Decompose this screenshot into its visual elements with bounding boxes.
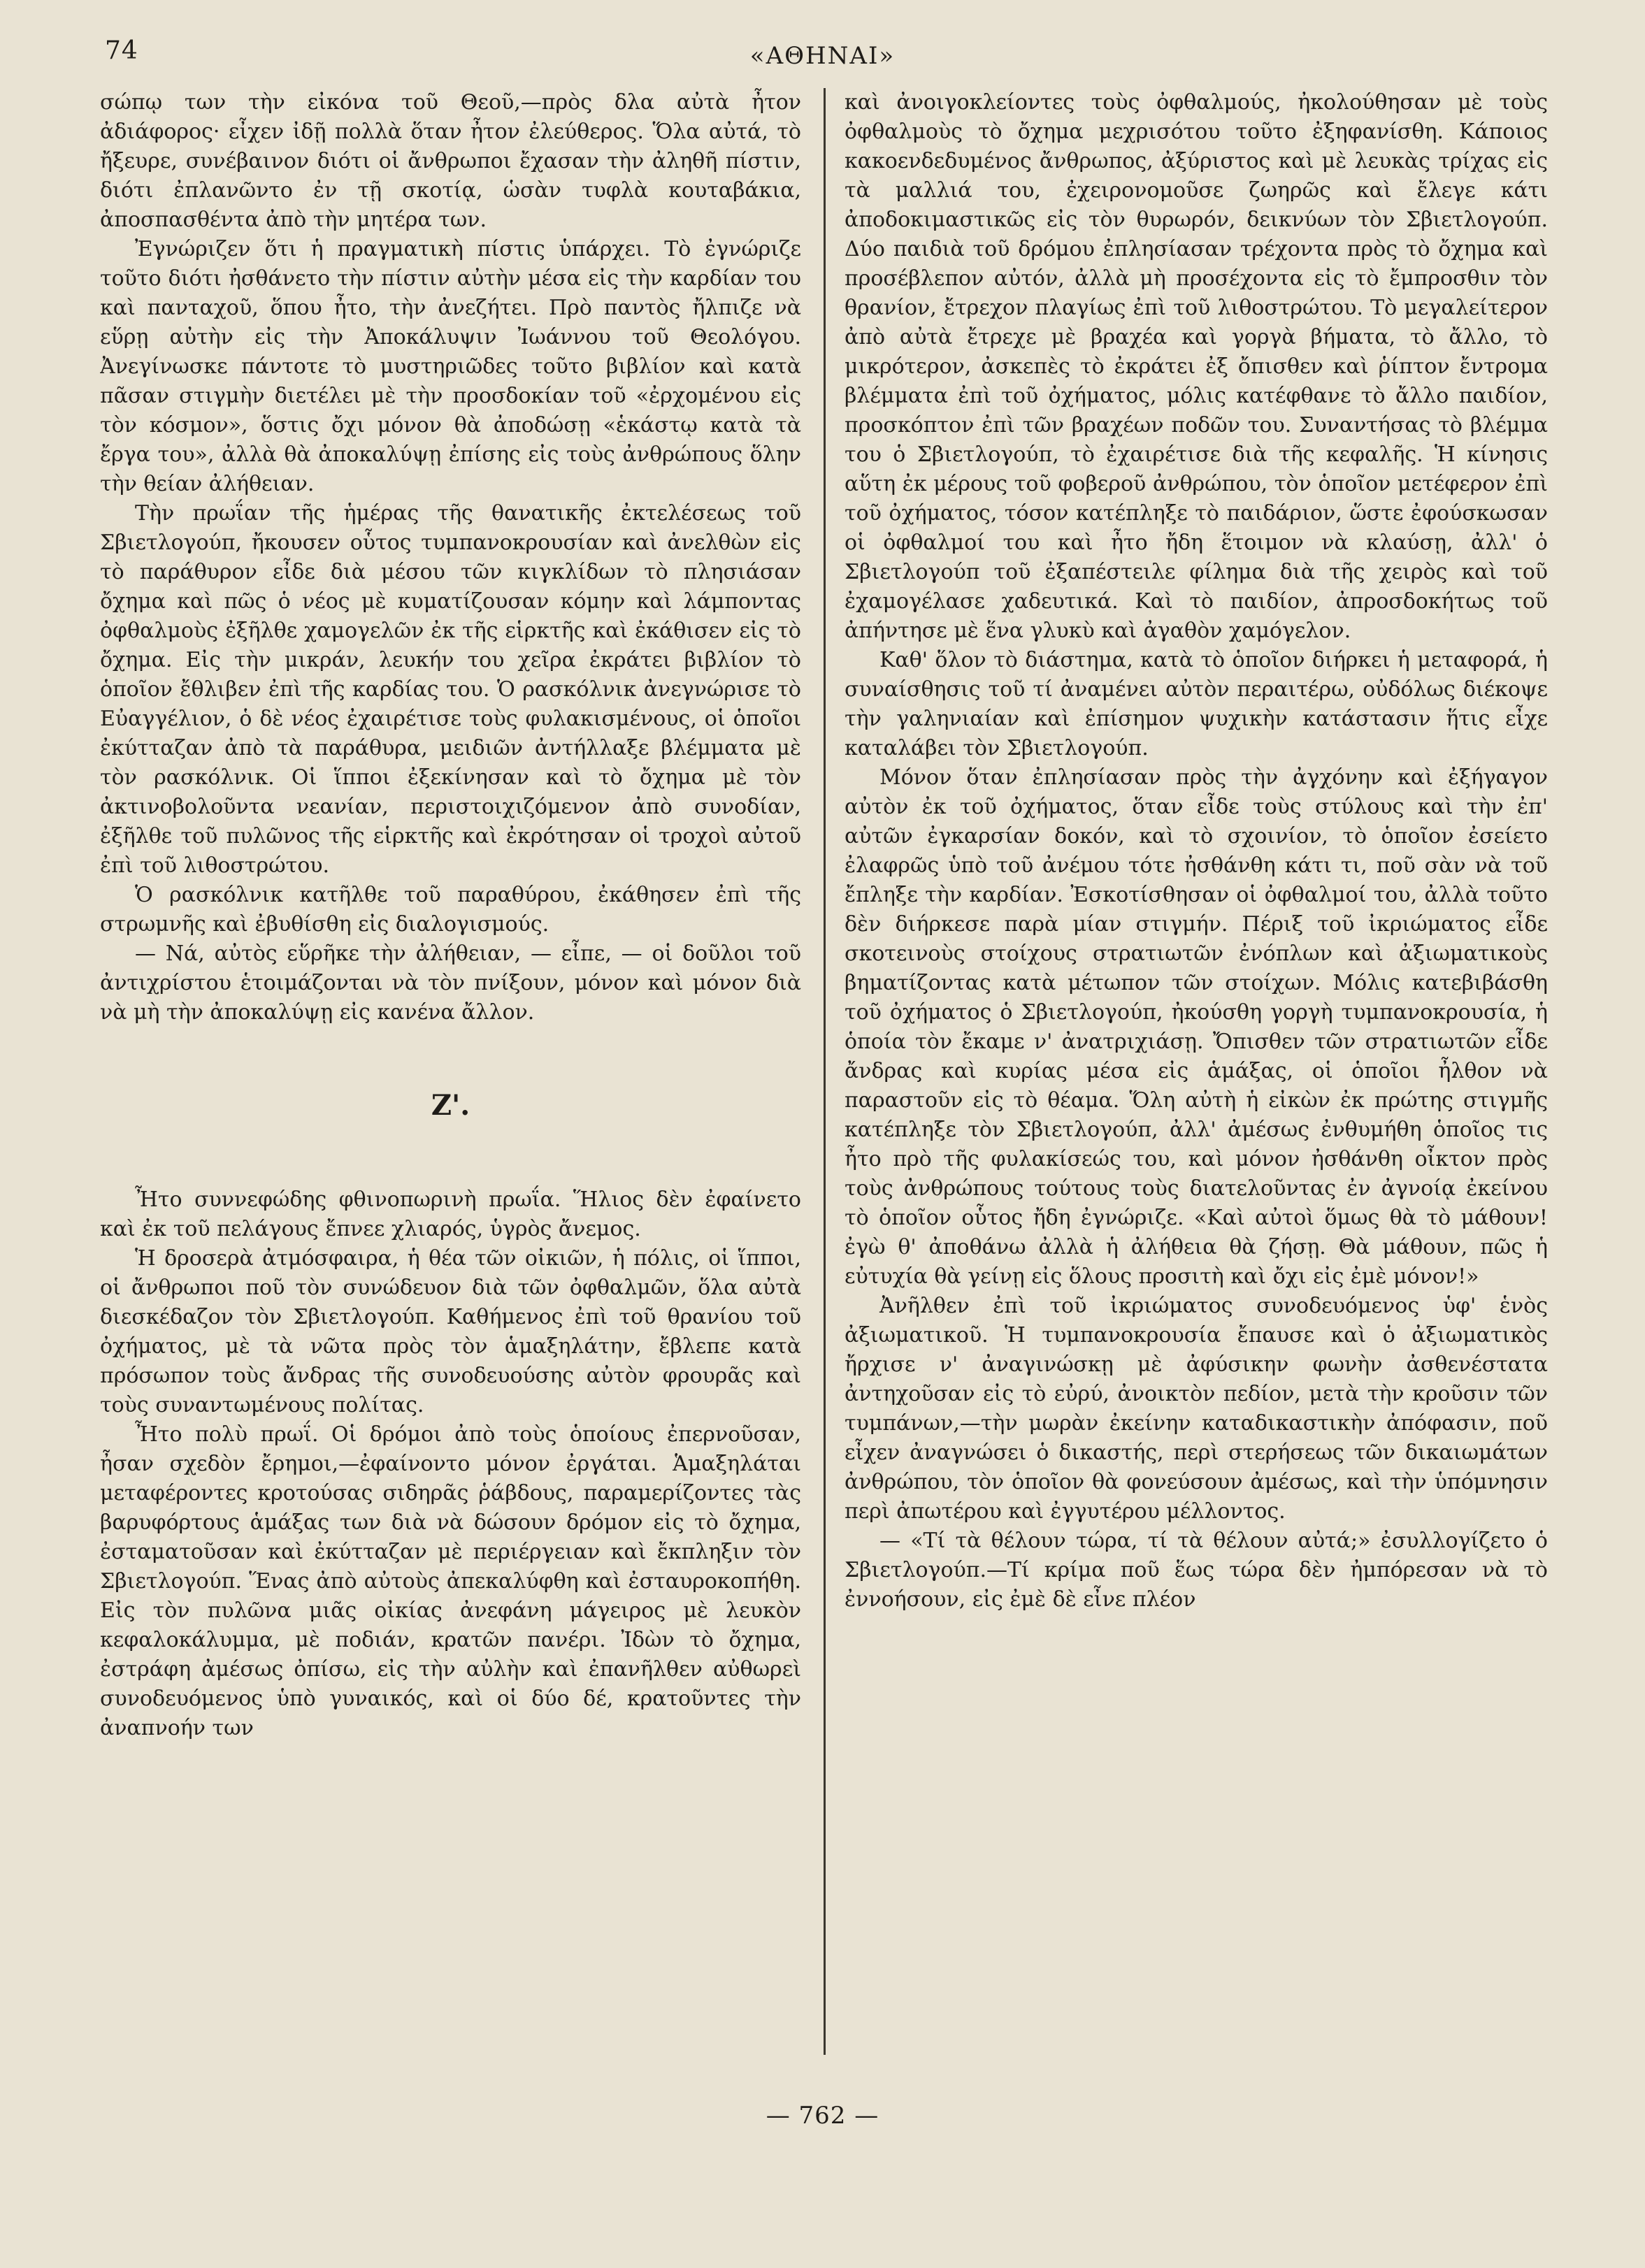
running-head-journal-title: «ΑΘΗΝΑΙ» xyxy=(749,42,896,70)
paragraph: Τὴν πρωΐαν τῆς ἡμέρας τῆς θανατικῆς ἐκτελέσεως τοῦ Σβιετλογούπ, ἤκουσεν οὗτος τυμπανοκρουσίαν καὶ ἀνελθὼν εἰς τὸ παράθυρον εἶδε διὰ μέσου τῶν κιγκλίδων τὸ πλησιάσαν ὄχημα καὶ πῶς ὁ νέος μὲ κυματίζουσαν κόμην καὶ λάμποντας ὀφθαλμοὺς ἐξῆλθε χαμογελῶν ἐκ τῆς εἱρκτῆς καὶ ἐκάθισεν εἰς τὸ ὄχημα. Εἰς τὴν μικράν, λευκήν του χεῖρα ἐκράτει βιβλίον τὸ ὁποῖον ἔθλιβεν ἐπὶ τῆς καρδίας του. Ὁ ρασκόλνικ ἀνεγνώρισε τὸ Εὐαγγέλιον, ὁ δὲ νέος ἐχαιρέτισε τοὺς φυλακισμένους, οἱ ὁποῖοι ἐκύτταζαν ἀπὸ τὰ παράθυρα, μειδιῶν ἀντήλλαξε βλέμματα μὲ τὸν ρασκόλνικ. Οἱ ἵπποι ἐξεκίνησαν καὶ τὸ ὄχημα μὲ τὸν ἀκτινοβολοῦντα νεανίαν, περιστοιχιζόμενον ἀπὸ συνοδίαν, ἐξῆλθε τοῦ πυλῶνος τῆς εἱρκτῆς καὶ ἐκρότησαν οἱ τροχοὶ αὐτοῦ ἐπὶ τοῦ λιθοστρώτου. xyxy=(100,501,801,878)
paragraph: Ὁ ρασκόλνικ κατῆλθε τοῦ παραθύρου, ἐκάθησεν ἐπὶ τῆς στρωμνῆς καὶ ἐβυθίσθη εἰς διαλογισμούς. xyxy=(100,883,801,937)
paragraph: Ἐγνώριζεν ὅτι ἡ πραγματικὴ πίστις ὑπάρχει. Τὸ ἐγνώριζε τοῦτο διότι ἠσθάνετο τὴν πίστιν αὐτὴν μέσα εἰς τὴν καρδίαν του καὶ πανταχοῦ, ὅπου ἦτο, τὴν ἀνεζήτει. Πρὸ παντὸς ἤλπιζε νὰ εὕρῃ αὐτὴν εἰς τὴν Ἀποκάλυψιν Ἰωάννου τοῦ Θεολόγου. Ἀνεγίνωσκε πάντοτε τὸ μυστηριῶδες τοῦτο βιβλίον καὶ κατὰ πᾶσαν στιγμὴν διετέλει μὲ τὴν προσδοκίαν τοῦ «ἐρχομένου εἰς τὸν κόσμον», ὅστις ὄχι μόνον θὰ ἀποδώσῃ «ἑκάστῳ κατὰ τὰ ἔργα του», ἀλλὰ θὰ ἀποκαλύψῃ ἐπίσης εἰς τοὺς ἀνθρώπους ὅλην τὴν θείαν ἀλήθειαν. xyxy=(100,237,801,496)
paragraph: Ἡ δροσερὰ ἀτμόσφαιρα, ἡ θέα τῶν οἰκιῶν, ἡ πόλις, οἱ ἵπποι, οἱ ἄνθρωποι ποῦ τὸν συνώδευον διὰ τῶν ὀφθαλμῶν, ὅλα αὐτὰ διεσκέδαζον τὸν Σβιετλογούπ. Καθήμενος ἐπὶ τοῦ θρανίου τοῦ ὀχήματος, μὲ τὰ νῶτα πρὸς τὸν ἁμαξηλάτην, ἔβλεπε κατὰ πρόσωπον τοὺς ἄνδρας τῆς συνοδευούσης αὐτὸν φρουρᾶς καὶ τοὺς συναντωμένους πολίτας. xyxy=(100,1246,801,1417)
paragraph: Ἦτο συννεφώδης φθινοπωρινὴ πρωΐα. Ἥλιος δὲν ἐφαίνετο καὶ ἐκ τοῦ πελάγους ἔπνεε χλιαρός, ὑγρὸς ἄνεμος. xyxy=(100,1187,801,1241)
page-folio: — 762 — xyxy=(766,2102,879,2130)
column-divider xyxy=(824,88,826,2055)
paragraph: Μόνον ὅταν ἐπλησίασαν πρὸς τὴν ἀγχόνην καὶ ἐξήγαγον αὐτὸν ἐκ τοῦ ὀχήματος, ὅταν εἶδε τοὺς στύλους καὶ τὴν ἐπ' αὐτῶν ἐγκαρσίαν δοκόν, καὶ τὸ σχοινίον, τὸ ὁποῖον ἐσείετο ἐλαφρῶς ὑπὸ τοῦ ἀνέμου τότε ἠσθάνθη κάτι τι, ποῦ σὰν νὰ τοῦ ἔπληξε τὴν καρδίαν. Ἐσκοτίσθησαν οἱ ὀφθαλμοί του, ἀλλὰ τοῦτο δὲν διήρκεσε παρὰ μίαν στιγμήν. Πέριξ τοῦ ἰκριώματος εἶδε σκοτεινοὺς στοίχους στρατιωτῶν ἐνόπλων καὶ ἀξιωματικοὺς βηματίζοντας κατὰ μέτωπον τῶν στοίχων. Μόλις κατεβιβάσθη τοῦ ὀχήματος ὁ Σβιετλογούπ, ἠκούσθη γοργὴ τυμπανοκρουσία, ἡ ὁποία τὸν ἔκαμε ν' ἀνατριχιάσῃ. Ὄπισθεν τῶν στρατιωτῶν εἶδε ἄνδρας καὶ κυρίας μέσα εἰς ἁμάξας, οἱ ὁποῖοι ἦλθον νὰ παραστοῦν εἰς τὸ θέαμα. Ὅλη αὐτὴ ἡ εἰκὼν ἐκ πρώτης στιγμῆς κατέπληξε τὸν Σβιετλογούπ, ἀλλ' ἀμέσως ἐνθυμήθη ὁποῖος τις ἦτο πρὸ τῆς φυλακίσεώς του, καὶ μόνον ἠσθάνθη οἶκτον πρὸς τοὺς ἀνθρώπους τούτους τοὺς διατελοῦντας ἐν ἀγνοίᾳ ἐκείνου τὸ ὁποῖον οὗτος ἤδη ἐγνώριζε. «Καὶ αὐτοὶ ὅμως θὰ τὸ μάθουν! ἐγὼ θ' ἀποθάνω ἀλλὰ ἡ ἀλήθεια θὰ ζήσῃ. Θὰ μάθουν, πῶς ἡ εὐτυχία θὰ γείνῃ εἰς ὅλους προσιτὴ καὶ ὄχι εἰς ἐμὲ μόνον!» xyxy=(845,765,1548,1289)
paragraph: καὶ ἀνοιγοκλείοντες τοὺς ὀφθαλμούς, ἠκολούθησαν μὲ τοὺς ὀφθαλμοὺς τὸ ὄχημα μεχρισότου τοῦτο ἐξηφανίσθη. Κάποιος κακοενδεδυμένος ἄνθρωπος, ἀξύριστος καὶ μὲ λευκὰς τρίχας εἰς τὰ μαλλιά του, ἐχειρονομοῦσε ζωηρῶς καὶ ἔλεγε κάτι ἀποδοκιμαστικῶς εἰς τὸν θυρωρόν, δεικνύων τὸν Σβιετλογούπ. Δύο παιδιὰ τοῦ δρόμου ἐπλησίασαν τρέχοντα πρὸς τὸ ὄχημα καὶ προσέβλεπον αὐτόν, ἀλλὰ μὴ προσέχοντα εἰς τὸ ἔμπροσθιν τὸν θρανίον, ἔτρεχον πλαγίως ἐπὶ τοῦ λιθοστρώτου. Τὸ μεγαλείτερον ἀπὸ αὐτὰ ἔτρεχε μὲ βραχέα καὶ γοργὰ βήματα, τὸ ἄλλο, τὸ μικρότερον, ἀσκεπὲς τὸ ἐκράτει ἐξ ὄπισθεν καὶ ῥίπτον ἔντρομα βλέμματα ἐπὶ τοῦ ὀχήματος, μόλις κατέφθανε τὸ ἄλλο παιδίον, προσκόπτον ἐπὶ τῶν βραχέων ποδῶν του. Συναντήσας τὸ βλέμμα του ὁ Σβιετλογούπ, τὸ ἐχαιρέτισε διὰ τῆς κεφαλῆς. Ἡ κίνησις αὕτη ἐκ μέρους τοῦ φοβεροῦ ἀνθρώπου, τὸν ὁποῖον μετέφερον ἐπὶ τοῦ ὀχήματος, τόσον κατέπληξε τὸ παιδάριον, ὥστε ἐφούσκωσαν οἱ ὀφθαλμοί του καὶ ἦτο ἤδη ἕτοιμον νὰ κλαύσῃ, ἀλλ' ὁ Σβιετλογούπ τοῦ ἐξαπέστειλε φίλημα διὰ τῆς χειρὸς καὶ τοῦ ἐχαμογέλασε χαδευτικά. Καὶ τὸ παιδίον, ἀπροσδοκήτως τοῦ ἀπήντησε μὲ ἕνα γλυκὺ καὶ ἀγαθὸν χαμόγελον. xyxy=(845,90,1548,643)
paragraph: — «Τί τὰ θέλουν τώρα, τί τὰ θέλουν αὐτά;» ἐσυλλογίζετο ὁ Σβιετλογούπ.—Τί κρίμα ποῦ ἕως τώρα δὲν ἠμπόρεσαν νὰ τὸ ἐννοήσουν, εἰς ἐμὲ δὲ εἶνε πλέον xyxy=(845,1529,1548,1612)
paragraph: σώπῳ των τὴν εἰκόνα τοῦ Θεοῦ,—πρὸς δλα αὐτὰ ἦτον ἀδιάφορος· εἶχεν ἰδῇ πολλὰ ὅταν ἦτον ἐλεύθερος. Ὅλα αὐτά, τὸ ἤξευρε, συνέβαινον διότι οἱ ἄνθρωποι ἔχασαν τὴν ἀληθῆ πίστιν, διότι ἐπλανῶντο ἐν τῇ σκοτίᾳ, ὡσὰν τυφλὰ κουταβάκια, ἀποσπασθέντα ἀπὸ τὴν μητέρα των. xyxy=(100,90,801,232)
paragraph: Ἦτο πολὺ πρωΐ. Οἱ δρόμοι ἀπὸ τοὺς ὁποίους ἐπερνοῦσαν, ἦσαν σχεδὸν ἔρημοι,—ἐφαίνοντο μόνον ἐργάται. Ἁμαξηλάται μεταφέροντες κροτούσας σιδηρᾶς ῥάβδους, παραμερίζοντες τὰς βαρυφόρτους ἁμάξας των διὰ νὰ δώσουν δρόμον εἰς τὸ ὄχημα, ἐσταματοῦσαν καὶ ἐκύτταζαν μὲ περιέργειαν καὶ ἔκπληξιν τὸν Σβιετλογούπ. Ἕνας ἀπὸ αὐτοὺς ἀπεκαλύφθη καὶ ἐσταυροκοπήθη. Εἰς τὸν πυλῶνα μιᾶς οἰκίας ἀνεφάνη μάγειρος μὲ λευκὸν κεφαλοκάλυμμα, μὲ ποδιάν, κρατῶν πανέρι. Ἰδὼν τὸ ὄχημα, ἐστράφη ἀμέσως ὀπίσω, εἰς τὴν αὐλὴν καὶ ἐπανῆλθεν αὐθωρεὶ συνοδευόμενος ὑπὸ γυναικός, καὶ οἱ δύο δέ, κρατοῦντες τὴν ἀναπνοήν των xyxy=(100,1422,801,1740)
page-number: 74 xyxy=(105,36,138,65)
paragraph: Ἀνῆλθεν ἐπὶ τοῦ ἰκριώματος συνοδευόμενος ὑφ' ἑνὸς ἀξιωματικοῦ. Ἡ τυμπανοκρουσία ἔπαυσε καὶ ὁ ἀξιωματικὸς ἤρχισε ν' ἀναγινώσκῃ μὲ ἀφύσικην φωνὴν ἀσθενέστατα ἀντηχοῦσαν εἰς τὸ εὐρύ, ἀνοικτὸν πεδίον, μετὰ τὴν κροῦσιν τῶν τυμπάνων,—τὴν μωρὰν ἐκείνην καταδικαστικὴν ἀπόφασιν, ποῦ εἶχεν ἀναγνώσει ὁ δικαστής, περὶ στερήσεως τῶν δικαιωμάτων ἀνθρώπου, τὸν ὁποῖον θὰ φονεύσουν ἀμέσως, καὶ τὴν ὑπόμνησιν περὶ ἀπωτέρου καὶ ἐγγυτέρου μέλλοντος. xyxy=(845,1294,1548,1524)
paragraph: Καθ' ὅλον τὸ διάστημα, κατὰ τὸ ὁποῖον διήρκει ἡ μεταφορά, ἡ συναίσθησις τοῦ τί ἀναμένει αὐτὸν περαιτέρω, οὐδόλως διέκοψε τὴν γαληνιαίαν καὶ ἐπίσημον ψυχικὴν κατάστασιν ἥτις εἶχε καταλάβει τὸν Σβιετλογούπ. xyxy=(845,648,1548,760)
paragraph: — Νά, αὐτὸς εὕρῆκε τὴν ἀλήθειαν, — εἶπε, — οἱ δοῦλοι τοῦ ἀντιχρίστου ἑτοιμάζονται νὰ τὸν πνίξουν, μόνον καὶ μόνον διὰ νὰ μὴ τὴν ἀποκαλύψῃ εἰς κανένα ἄλλον. xyxy=(100,941,801,1025)
right-column xyxy=(845,88,1548,2058)
left-column xyxy=(100,88,801,2058)
section-heading: Ζ'. xyxy=(431,1089,470,1122)
